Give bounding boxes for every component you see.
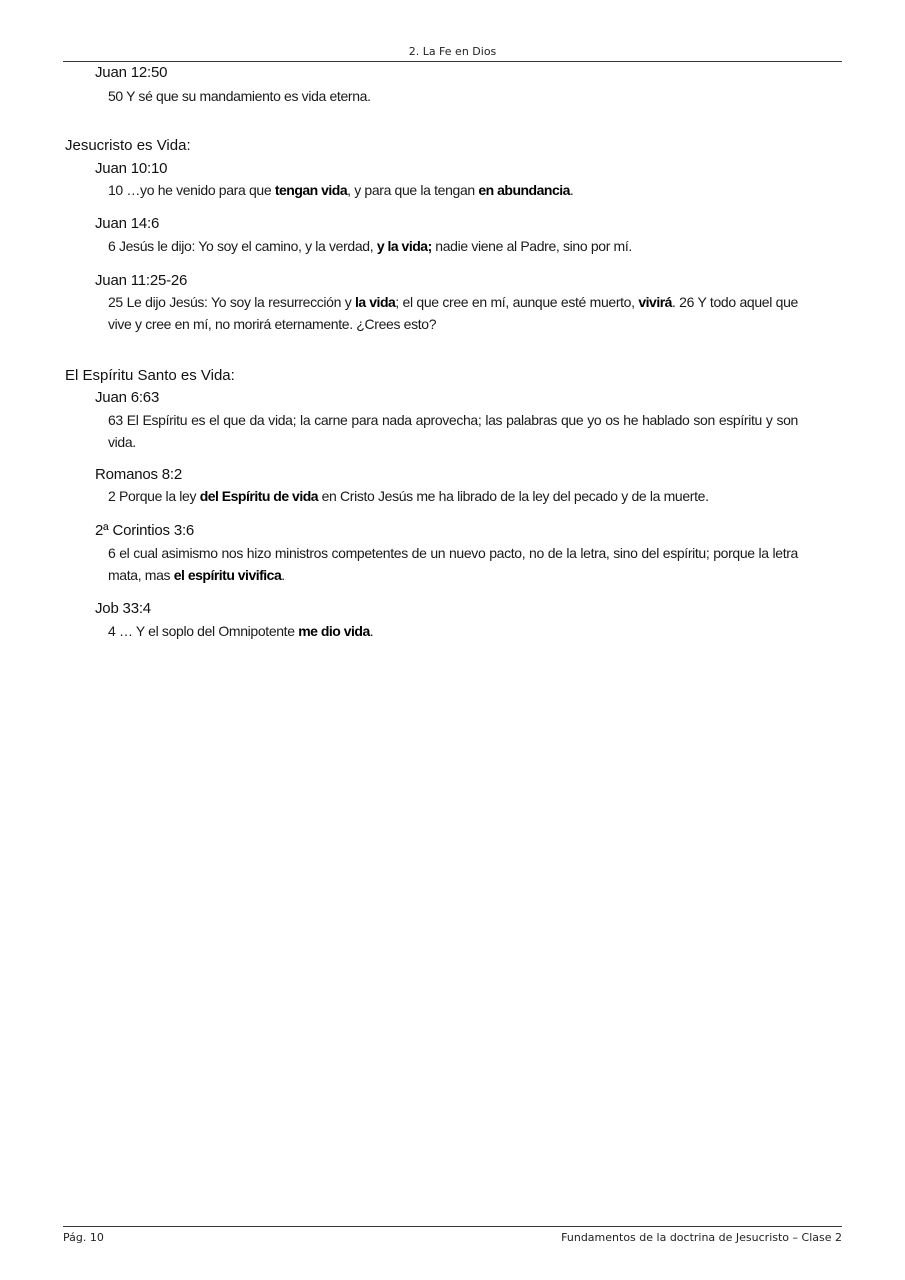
verse-text: 6 el cual asimismo nos hizo ministros competentes de un nuevo pacto, no de la letra, sino del espíritu; porque la letra mata, mas	[108, 545, 798, 583]
verse-text-juan-10-10	[108, 179, 798, 201]
verse-text-2-corintios-3-6	[108, 542, 798, 586]
footer-course-title: Fundamentos de la doctrina de Jesucristo – Clase 2	[561, 1231, 842, 1244]
page-footer	[63, 1226, 842, 1249]
verse-reference-juan-14-6: Juan 14:6	[95, 215, 160, 232]
verse-reference-juan-12-50: Juan 12:50	[95, 64, 168, 81]
verse-emphasis: y la vida;	[376, 238, 432, 254]
verse-emphasis: me dio vida	[298, 623, 370, 639]
page-number: Pág. 10	[63, 1231, 104, 1244]
verse-text: ; el que cree en mí, aunque esté muerto,	[395, 294, 639, 310]
verse-emphasis: la vida	[355, 294, 396, 310]
verse-text-juan-6-63: 63 El Espíritu es el que da vida; la carne para nada aprovecha; las palabras que yo os he hablado son espíritu y son vida.	[108, 412, 798, 450]
verse-text: 6 Jesús le dijo: Yo soy el camino, y la verdad,	[108, 238, 377, 254]
verse-text-juan-14-6	[108, 235, 798, 257]
verse-text-romanos-8-2	[108, 485, 798, 507]
verse-text: nadie viene al Padre, sino por mí.	[431, 238, 632, 254]
section-heading-espiritu-santo: El Espíritu Santo es Vida:	[65, 367, 235, 384]
verse-reference-job-33-4: Job 33:4	[95, 600, 151, 617]
page-header	[63, 42, 842, 62]
section-heading-jesucristo: Jesucristo es Vida:	[65, 137, 191, 154]
verse-emphasis: en abundancia	[478, 182, 570, 198]
verse-reference-juan-11-25: Juan 11:25-26	[95, 272, 188, 289]
verse-text-job-33-4	[108, 620, 798, 642]
verse-text: . 26 Y todo aquel que vive y cree en mí, no morirá eternamente. ¿Crees esto?	[108, 294, 798, 332]
verse-emphasis: el espíritu vivifica	[173, 567, 282, 583]
verse-text: 4 … Y el soplo del Omnipotente	[108, 623, 299, 639]
verse-reference-2-corintios-3-6: 2ª Corintios 3:6	[95, 522, 195, 539]
verse-reference-juan-6-63: Juan 6:63	[95, 389, 160, 406]
verse-reference-romanos-8-2: Romanos 8:2	[95, 466, 183, 483]
verse-text: en Cristo Jesús me ha librado de la ley del pecado y de la muerte.	[318, 488, 709, 504]
verse-reference-juan-10-10: Juan 10:10	[95, 160, 168, 177]
verse-text: 25 Le dijo Jesús: Yo soy la resurrección y	[108, 294, 356, 310]
verse-text: .	[569, 182, 574, 198]
header-title: 2. La Fe en Dios	[408, 45, 497, 58]
verse-emphasis: del Espíritu de vida	[199, 488, 319, 504]
verse-emphasis: vivirá	[638, 294, 672, 310]
verse-text-juan-12-50: 50 Y sé que su mandamiento es vida eterna.	[108, 88, 371, 104]
verse-text: 10 …yo he venido para que	[108, 182, 275, 198]
verse-emphasis: tengan vida	[274, 182, 348, 198]
verse-text: , y para que la tengan	[347, 182, 479, 198]
verse-text: .	[369, 623, 374, 639]
verse-text: .	[281, 567, 285, 583]
verse-text-juan-11-25	[108, 291, 798, 335]
verse-text: 2 Porque la ley	[108, 488, 200, 504]
